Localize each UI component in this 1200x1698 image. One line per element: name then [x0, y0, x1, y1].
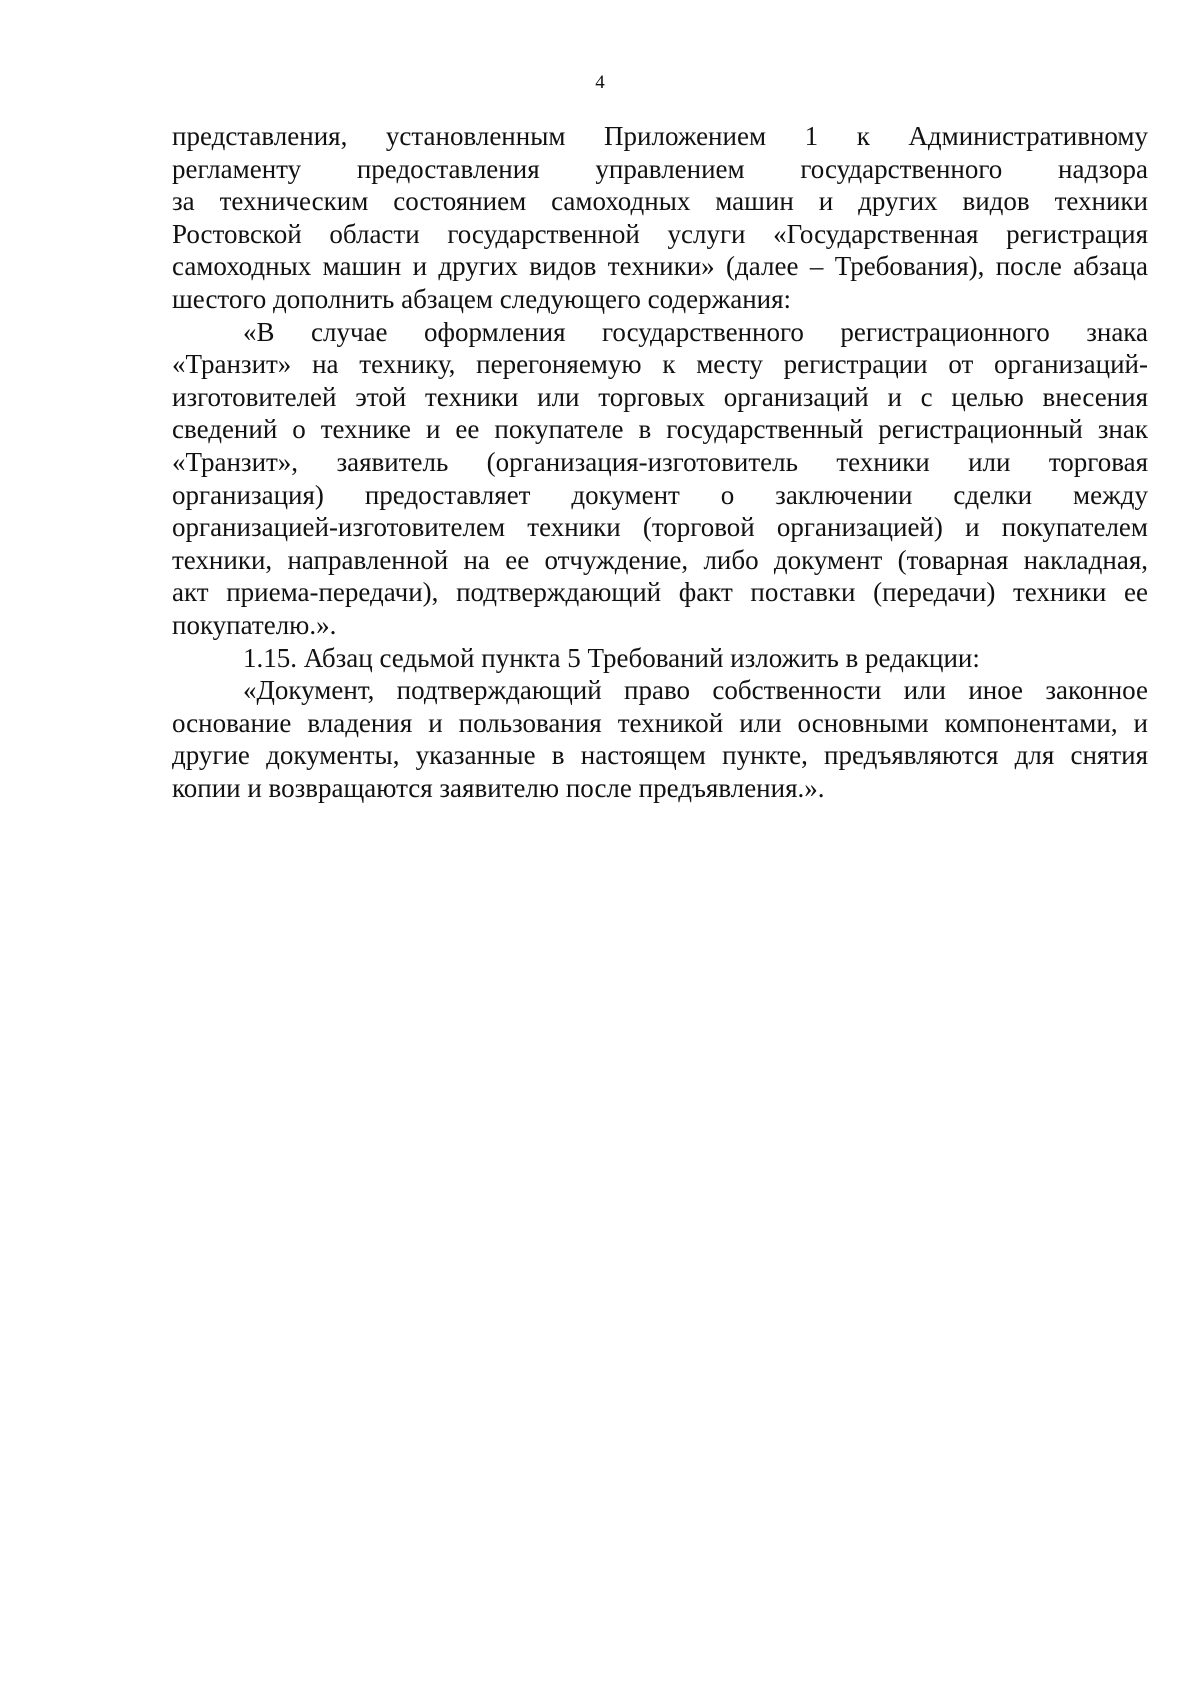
text-line: представления, установленным Приложением 1 к Административному: [172, 121, 1148, 151]
text-line: самоходных машин и других видов техники» (далее – Требования), после абзаца: [172, 251, 1148, 282]
text-line: Ростовской области государственной услуги «Государственная регистрация: [172, 218, 1148, 249]
text-line: копии и возвращаются заявителю после предъявления.».: [172, 772, 825, 803]
text-line: акт приема-передачи), подтверждающий факт поставки (передачи) техники ее: [172, 577, 1148, 608]
page-number: 4: [595, 72, 605, 93]
text-line: шестого дополнить абзацем следующего содержания:: [172, 283, 792, 314]
text-line: организация) предоставляет документ о заключении сделки между: [172, 479, 1148, 510]
paragraph-4-quote: [172, 674, 1148, 804]
paragraph-2-quote: [172, 316, 1148, 642]
text-line: основание владения и пользования техникой или основными компонентами, и: [172, 707, 1148, 738]
text-line: покупателю.».: [172, 609, 337, 640]
text-line: сведений о технике и ее покупателе в государственный регистрационный знак: [172, 414, 1148, 445]
paragraph-1: [172, 120, 1148, 316]
text-line: изготовителей этой техники или торговых организаций и с целью внесения: [172, 381, 1148, 412]
text-line: регламенту предоставления управлением государственного надзора: [172, 153, 1148, 184]
text-line: техники, направленной на ее отчуждение, либо документ (товарная накладная,: [172, 544, 1148, 575]
text-line: 1.15. Абзац седьмой пункта 5 Требований изложить в редакции:: [243, 642, 980, 673]
text-line: «В случае оформления государственного регистрационного знака: [243, 316, 1148, 347]
text-line: «Транзит» на технику, перегоняемую к месту регистрации от организаций-: [172, 349, 1148, 380]
text-line: другие документы, указанные в настоящем пункте, предъявляются для снятия: [172, 740, 1148, 771]
paragraph-3-item-1-15: [172, 642, 1148, 675]
text-line: за техническим состоянием самоходных машин и других видов техники: [172, 186, 1148, 217]
text-line: «Документ, подтверждающий право собственности или иное законное: [243, 675, 1148, 706]
document-body: [172, 120, 1148, 804]
text-line: «Транзит», заявитель (организация-изготовитель техники или торговая: [172, 446, 1148, 477]
text-line: организацией-изготовителем техники (торговой организацией) и покупателем: [172, 512, 1148, 543]
